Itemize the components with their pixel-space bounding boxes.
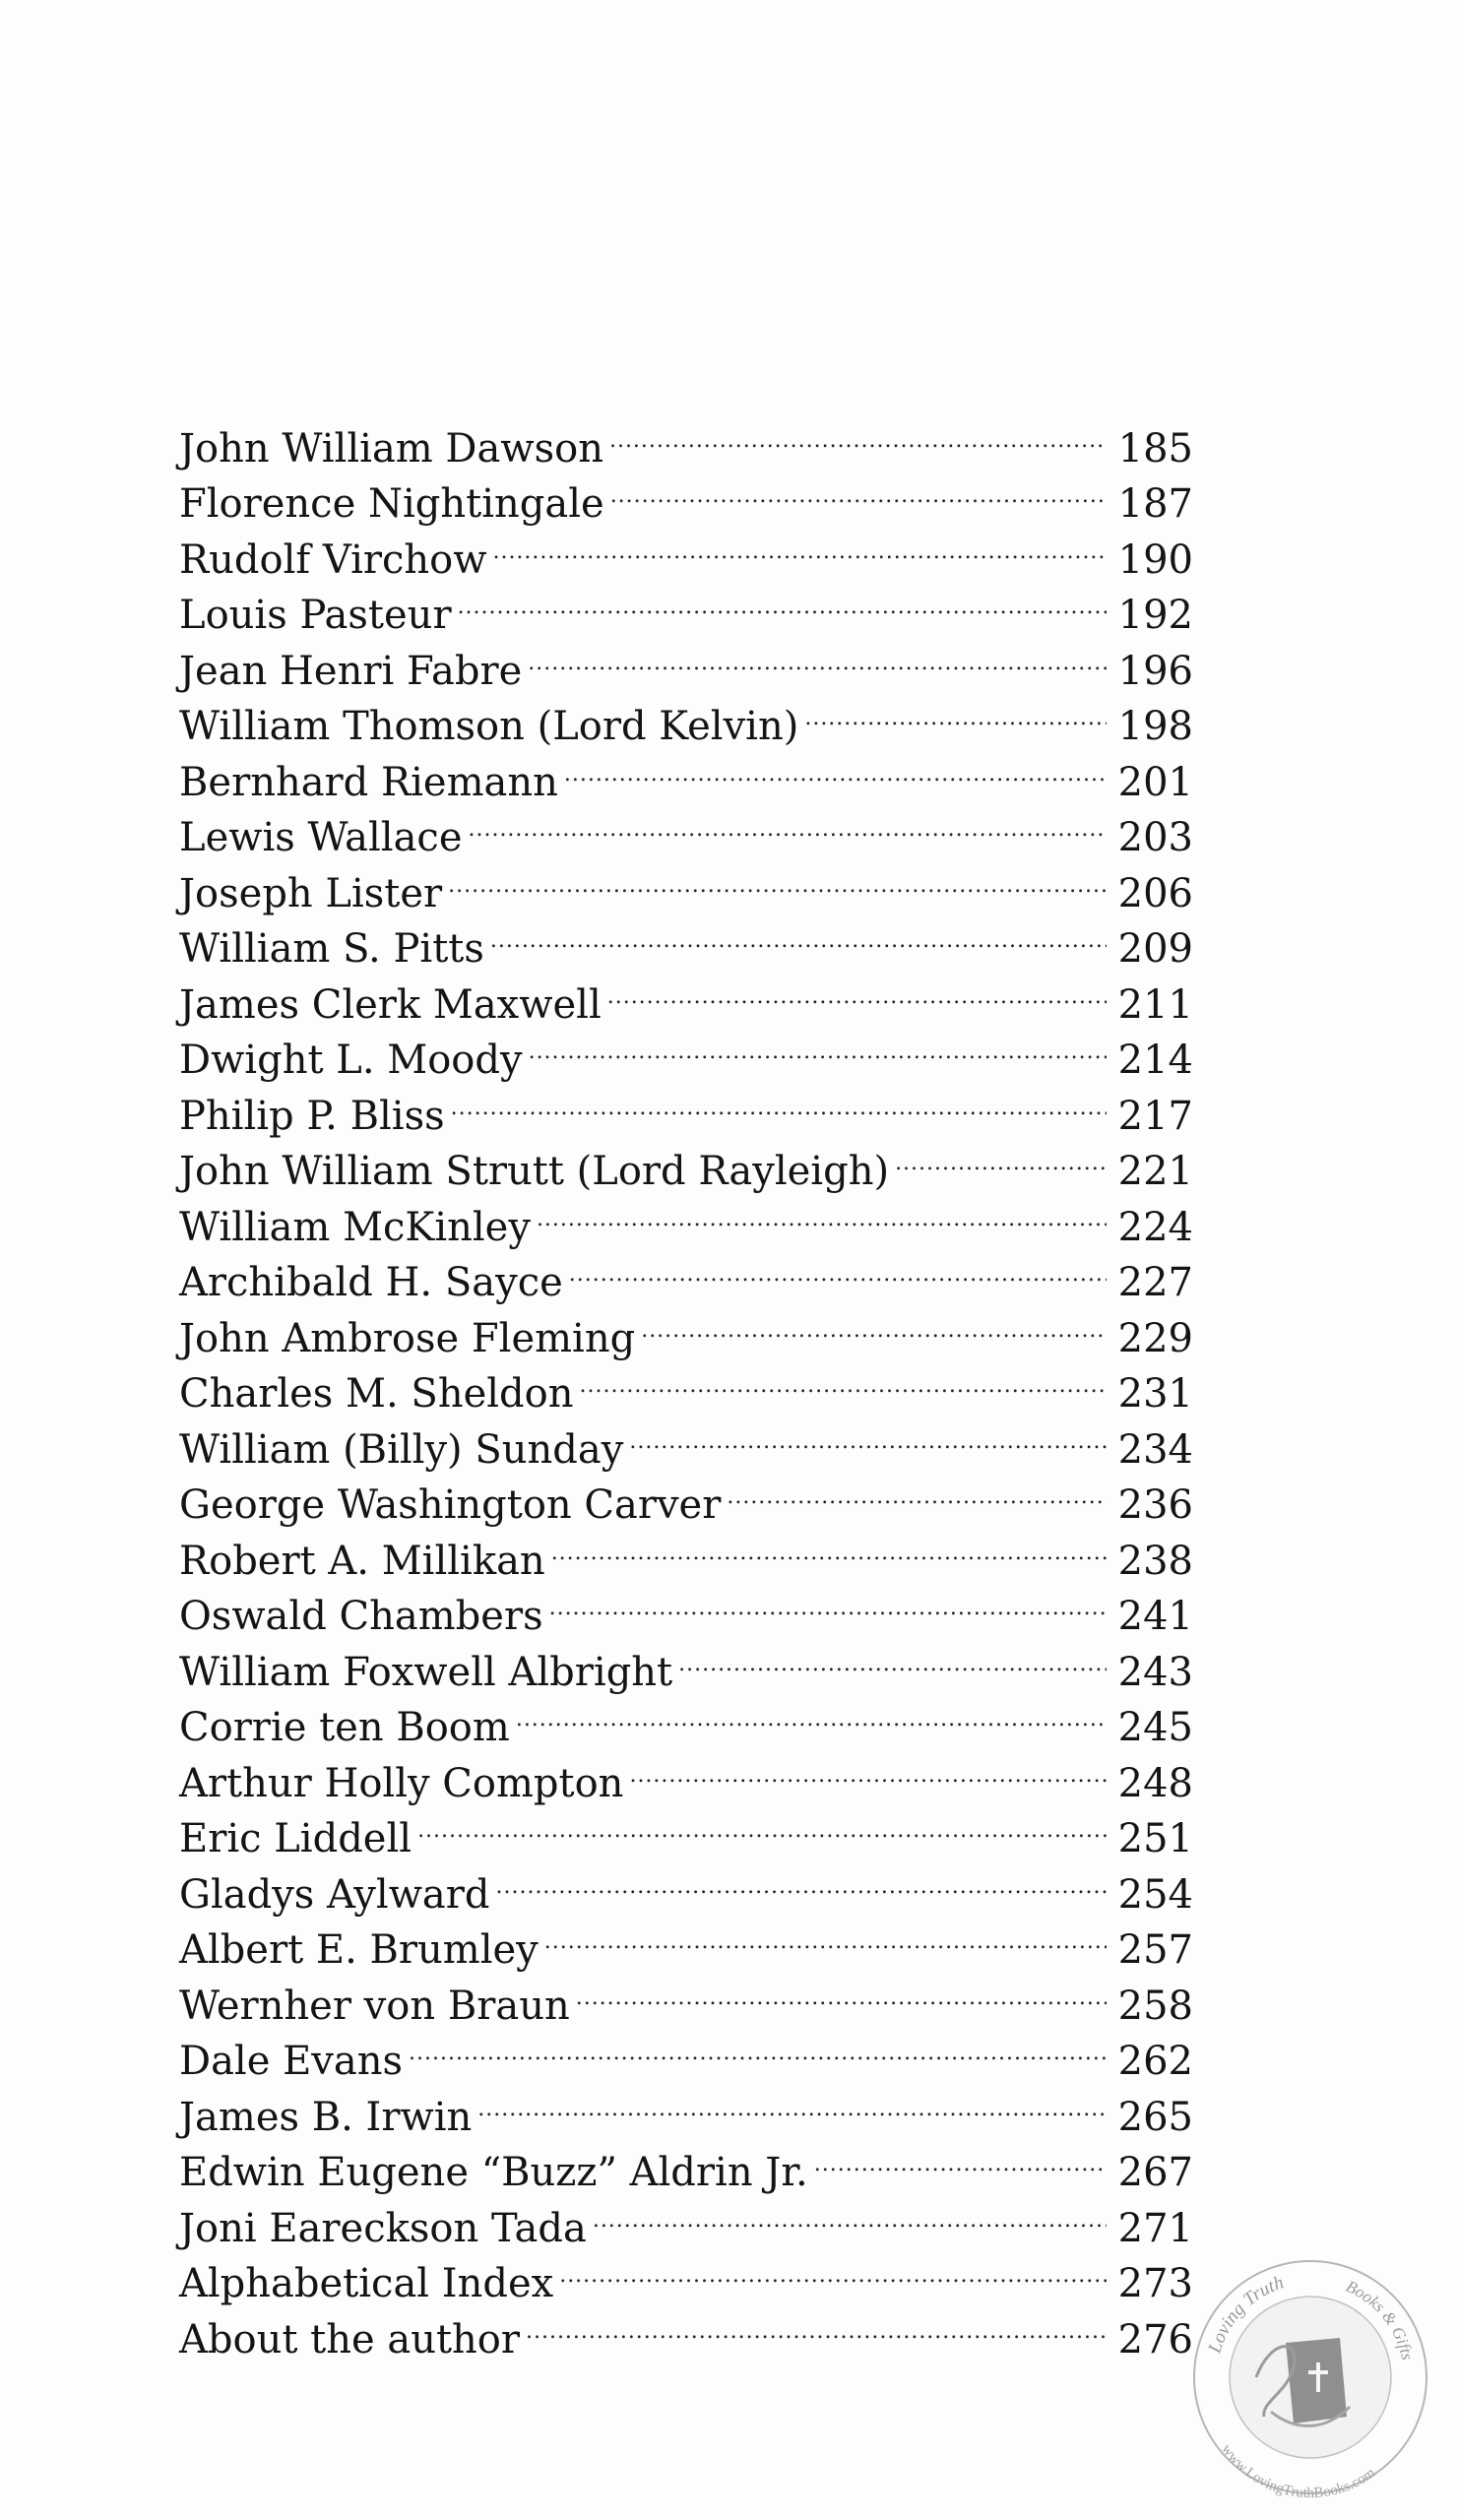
toc-entry-page-number: 227 (1117, 1260, 1193, 1305)
toc-entry-page-number: 265 (1117, 2094, 1193, 2140)
toc-entry-page-number: 273 (1117, 2261, 1193, 2306)
toc-entry-title: Arthur Holly Compton (179, 1760, 624, 1806)
toc-entry-title: Charles M. Sheldon (179, 1371, 574, 1417)
watermark-text-top: Loving Truth (1204, 2272, 1287, 2356)
toc-entry-title: James Clerk Maxwell (179, 981, 602, 1028)
toc-entry-page-number: 271 (1117, 2205, 1193, 2251)
toc-entry-page-number: 236 (1117, 1482, 1193, 1528)
dot-leader (458, 573, 1107, 629)
toc-entry-title: Gladys Aylward (179, 1871, 490, 1918)
toc-entry-page-number: 238 (1117, 1538, 1193, 1584)
toc-entry-title: Edwin Eugene “Buzz” Aldrin Jr. (179, 2150, 808, 2195)
toc-entry-title: Albert E. Brumley (179, 1927, 539, 1973)
toc-entry-page-number: 241 (1117, 1594, 1193, 1639)
toc-entry-page-number: 187 (1117, 481, 1193, 527)
toc-entry-title: Louis Pasteur (179, 593, 452, 638)
toc-entry-title: Oswald Chambers (179, 1594, 543, 1639)
dot-leader (559, 2241, 1107, 2298)
toc-entry-title: Wernher von Braun (179, 1983, 570, 2029)
dot-leader (526, 2297, 1107, 2353)
toc-entry-page-number: 217 (1117, 1093, 1193, 1139)
dot-leader (516, 1685, 1107, 1741)
dot-leader (580, 1352, 1107, 1408)
dot-leader (469, 795, 1108, 851)
toc-entry (179, 406, 1193, 472)
dot-leader (678, 1629, 1107, 1685)
toc-entry-page-number: 196 (1117, 648, 1193, 694)
toc-entry-title: William Thomson (Lord Kelvin) (179, 704, 799, 749)
toc-entry-page-number: 192 (1117, 593, 1193, 638)
table-of-contents (179, 406, 1193, 2362)
toc-entry-title: George Washington Carver (179, 1482, 722, 1528)
watermark-text-top-right: Books & Gifts (1343, 2276, 1418, 2362)
toc-entry-title: Eric Liddell (179, 1816, 412, 1861)
dot-leader (544, 1908, 1107, 1964)
toc-entry-title: Florence Nightingale (179, 481, 604, 527)
dot-leader (895, 1129, 1107, 1185)
dot-leader (804, 684, 1107, 740)
toc-entry-page-number: 190 (1117, 536, 1193, 583)
toc-entry-page-number: 262 (1117, 2039, 1193, 2084)
toc-entry-page-number: 209 (1117, 926, 1193, 972)
toc-entry-title: William (Billy) Sunday (179, 1426, 624, 1473)
toc-entry-page-number: 203 (1117, 815, 1193, 860)
toc-entry-page-number: 248 (1117, 1760, 1193, 1806)
toc-entry-page-number: 198 (1117, 704, 1193, 749)
toc-entry-title: John William Dawson (179, 425, 603, 472)
dot-leader (549, 1574, 1107, 1630)
toc-entry-title: Joni Eareckson Tada (179, 2205, 587, 2251)
toc-entry-title: Rudolf Virchow (179, 536, 487, 583)
toc-entry-title: James B. Irwin (179, 2094, 473, 2140)
toc-entry-page-number: 201 (1117, 759, 1193, 805)
toc-entry-title: Bernhard Riemann (179, 759, 558, 805)
toc-entry-title: William McKinley (179, 1204, 531, 1250)
dot-leader (610, 462, 1107, 518)
toc-entry-title: Jean Henri Fabre (179, 648, 523, 694)
dot-leader (629, 1740, 1107, 1796)
dot-leader (727, 1463, 1107, 1519)
toc-entry-title: About the author (179, 2316, 520, 2362)
toc-entry-page-number: 245 (1117, 1705, 1193, 1750)
toc-entry-page-number: 254 (1117, 1871, 1193, 1918)
dot-leader (593, 2185, 1107, 2241)
toc-entry-page-number: 206 (1117, 870, 1193, 916)
dot-leader (409, 2019, 1107, 2075)
toc-entry-page-number: 214 (1117, 1038, 1193, 1083)
toc-entry-page-number: 185 (1117, 425, 1193, 472)
toc-entry-page-number: 251 (1117, 1816, 1193, 1861)
dot-leader (490, 907, 1107, 963)
toc-entry-title: Robert A. Millikan (179, 1538, 545, 1584)
dot-leader (607, 962, 1107, 1018)
toc-entry-page-number: 229 (1117, 1315, 1193, 1361)
toc-entry-title: Lewis Wallace (179, 815, 463, 860)
toc-entry-page-number: 276 (1117, 2316, 1193, 2362)
toc-entry-title: John Ambrose Fleming (179, 1315, 636, 1361)
dot-leader (477, 2074, 1107, 2130)
watermark-text-bottom: www.LovingTruthBooks.com (1218, 2441, 1379, 2502)
toc-entry-title: Joseph Lister (179, 870, 443, 916)
dot-leader (564, 739, 1107, 795)
toc-entry-title: Dale Evans (179, 2039, 404, 2084)
toc-entry-title: William Foxwell Albright (179, 1649, 673, 1695)
dot-leader (551, 1518, 1107, 1574)
dot-leader (609, 406, 1107, 462)
toc-entry-page-number: 258 (1117, 1983, 1193, 2029)
dot-leader (529, 1018, 1107, 1074)
toc-entry-title: Archibald H. Sayce (179, 1260, 563, 1305)
toc-entry-title: John William Strutt (Lord Rayleigh) (179, 1149, 890, 1194)
dot-leader (576, 1963, 1107, 2019)
toc-entry-page-number: 231 (1117, 1371, 1193, 1417)
dot-leader (528, 628, 1107, 684)
toc-entry-page-number: 224 (1117, 1204, 1193, 1250)
toc-entry-page-number: 257 (1117, 1927, 1193, 1973)
dot-leader (492, 517, 1107, 573)
toc-entry-title: Corrie ten Boom (179, 1705, 510, 1750)
toc-entry-page-number: 211 (1117, 981, 1193, 1028)
dot-leader (569, 1240, 1107, 1296)
dot-leader (629, 1407, 1107, 1463)
toc-entry-title: Philip P. Bliss (179, 1093, 445, 1139)
toc-entry-page-number: 234 (1117, 1426, 1193, 1473)
watermark-stamp (1177, 2244, 1443, 2510)
dot-leader (814, 2130, 1107, 2186)
toc-entry-page-number: 243 (1117, 1649, 1193, 1695)
toc-entry-title: William S. Pitts (179, 926, 484, 972)
toc-entry-page-number: 267 (1117, 2150, 1193, 2195)
dot-leader (451, 1073, 1107, 1129)
dot-leader (417, 1796, 1107, 1853)
dot-leader (448, 850, 1107, 907)
toc-entry-title: Dwight L. Moody (179, 1038, 523, 1083)
toc-entry-page-number: 221 (1117, 1149, 1193, 1194)
dot-leader (537, 1184, 1107, 1240)
dot-leader (641, 1295, 1107, 1352)
toc-entry-title: Alphabetical Index (179, 2261, 554, 2306)
dot-leader (496, 1852, 1107, 1908)
